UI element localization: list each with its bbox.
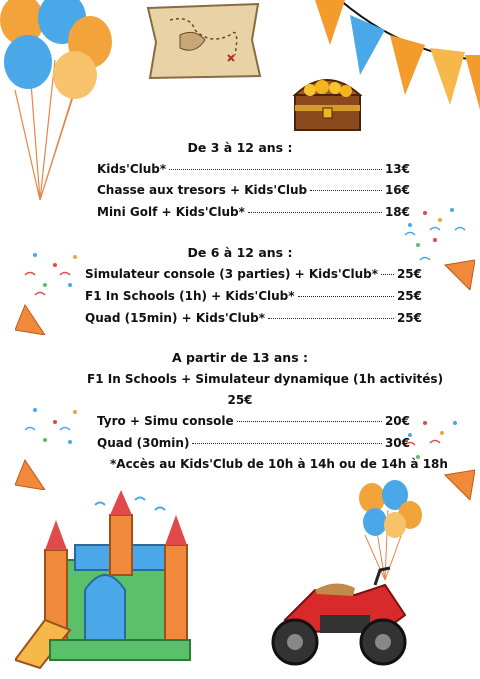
item-price: 25€	[227, 393, 253, 407]
item-label: Tyro + Simu console	[97, 414, 234, 428]
leader-dots	[169, 169, 382, 170]
price-row	[85, 267, 422, 281]
quad-bike-icon	[265, 560, 415, 670]
item-price: 30€	[384, 436, 410, 450]
leader-dots	[381, 274, 394, 275]
treasure-map-icon	[140, 0, 265, 82]
price-row	[97, 205, 410, 219]
item-label: Quad (15min) + Kids'Club*	[85, 311, 265, 325]
price-row	[97, 162, 410, 176]
item-label: Kids'Club*	[97, 162, 167, 176]
price-row	[87, 372, 444, 386]
bunting-icon	[315, 0, 480, 120]
item-price: 20€	[384, 414, 410, 428]
item-label: F1 In Schools + Simulateur dynamique (1h activités)	[87, 372, 444, 386]
item-price: 25€	[396, 289, 422, 303]
item-label: Simulateur console (3 parties) + Kids'Club*	[85, 267, 379, 281]
leader-dots	[248, 212, 382, 213]
section-heading-13-plus: A partir de 13 ans :	[172, 350, 308, 365]
item-price: 25€	[396, 311, 422, 325]
leader-dots	[237, 421, 382, 422]
leader-dots	[310, 190, 382, 191]
item-label: F1 In Schools (1h) + Kids'Club*	[85, 289, 295, 303]
item-label: Quad (30min)	[97, 436, 190, 450]
item-price: 18€	[384, 205, 410, 219]
item-price: 13€	[384, 162, 410, 176]
bouncy-castle-icon	[15, 490, 200, 670]
footnote: *Accès au Kids'Club de 10h à 14h ou de 14h à 18h	[110, 457, 448, 471]
leader-dots	[268, 318, 394, 319]
item-label: Chasse aux tresors + Kids'Club	[97, 183, 308, 197]
party-popper-icon	[15, 400, 90, 490]
leader-dots	[298, 296, 394, 297]
item-price: 25€	[396, 267, 422, 281]
price-row	[97, 436, 410, 450]
leader-dots	[192, 443, 382, 444]
section-heading-3-12: De 3 à 12 ans :	[187, 140, 293, 155]
section-heading-6-12: De 6 à 12 ans :	[187, 245, 293, 260]
item-price: 16€	[384, 183, 410, 197]
item-label: Mini Golf + Kids'Club*	[97, 205, 245, 219]
price-row	[85, 311, 422, 325]
price-row	[97, 414, 410, 428]
price-row	[85, 289, 422, 303]
price-row	[97, 183, 410, 197]
